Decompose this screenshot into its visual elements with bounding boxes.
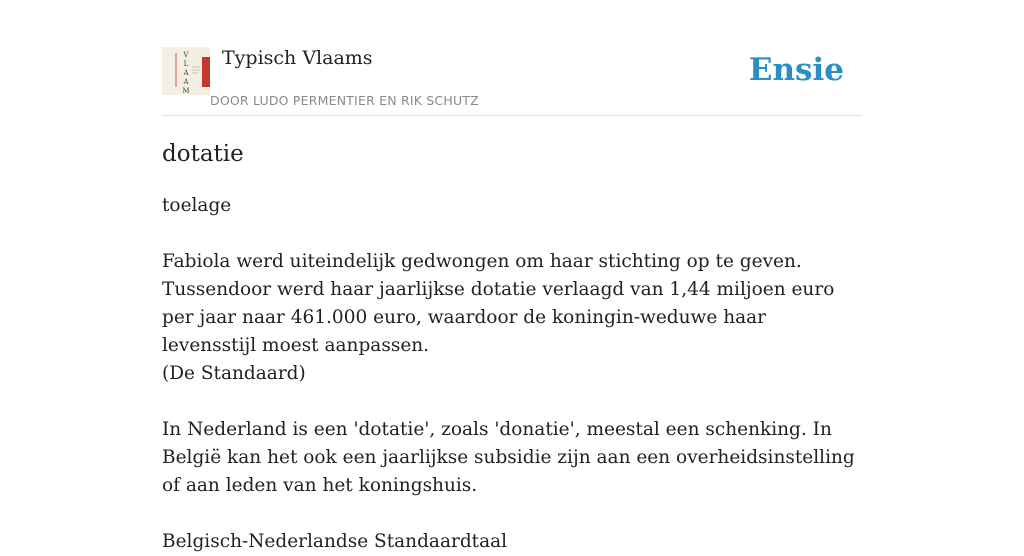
svg-text:A: A — [183, 69, 189, 77]
paragraph-spacer — [162, 220, 862, 248]
svg-text:L: L — [183, 60, 189, 68]
paragraph-spacer — [162, 500, 862, 528]
paragraph-spacer — [162, 388, 862, 416]
entry-standard-note: Belgisch-Nederlandse Standaardtaal — [162, 531, 508, 552]
book-authors: DOOR LUDO PERMENTIER EN RIK SCHUTZ — [210, 93, 479, 108]
entry-term: dotatie — [162, 141, 244, 167]
svg-text:A: A — [183, 78, 189, 86]
source-header — [162, 46, 862, 116]
svg-text:V: V — [183, 51, 189, 59]
entry-explanation: In Nederland is een 'dotatie', zoals 'donatie', meestal een schenking. In België kan het ook een jaarlijkse subsidie zijn aan een overheidsinstelling of aan leden van het koningshuis. — [162, 419, 855, 496]
entry-definition: toelage — [162, 195, 232, 216]
entry-body — [162, 192, 862, 556]
svg-text:M: M — [182, 87, 190, 95]
book-title[interactable]: Typisch Vlaams — [222, 47, 373, 69]
entry-example: Fabiola werd uiteindelijk gedwongen om haar stichting op te geven. Tussendoor werd haar jaarlijkse dotatie verlaagd van 1,44 miljoen euro per jaar naar 461.000 euro, waardoor de koningin-weduwe haar levensstijl moest aanpassen. — [162, 251, 835, 356]
book-cover-avatar[interactable] — [162, 47, 210, 95]
ensie-logo[interactable]: Ensie — [748, 52, 844, 88]
entry-example-source: (De Standaard) — [162, 363, 306, 384]
book-cover-icon — [162, 47, 210, 95]
